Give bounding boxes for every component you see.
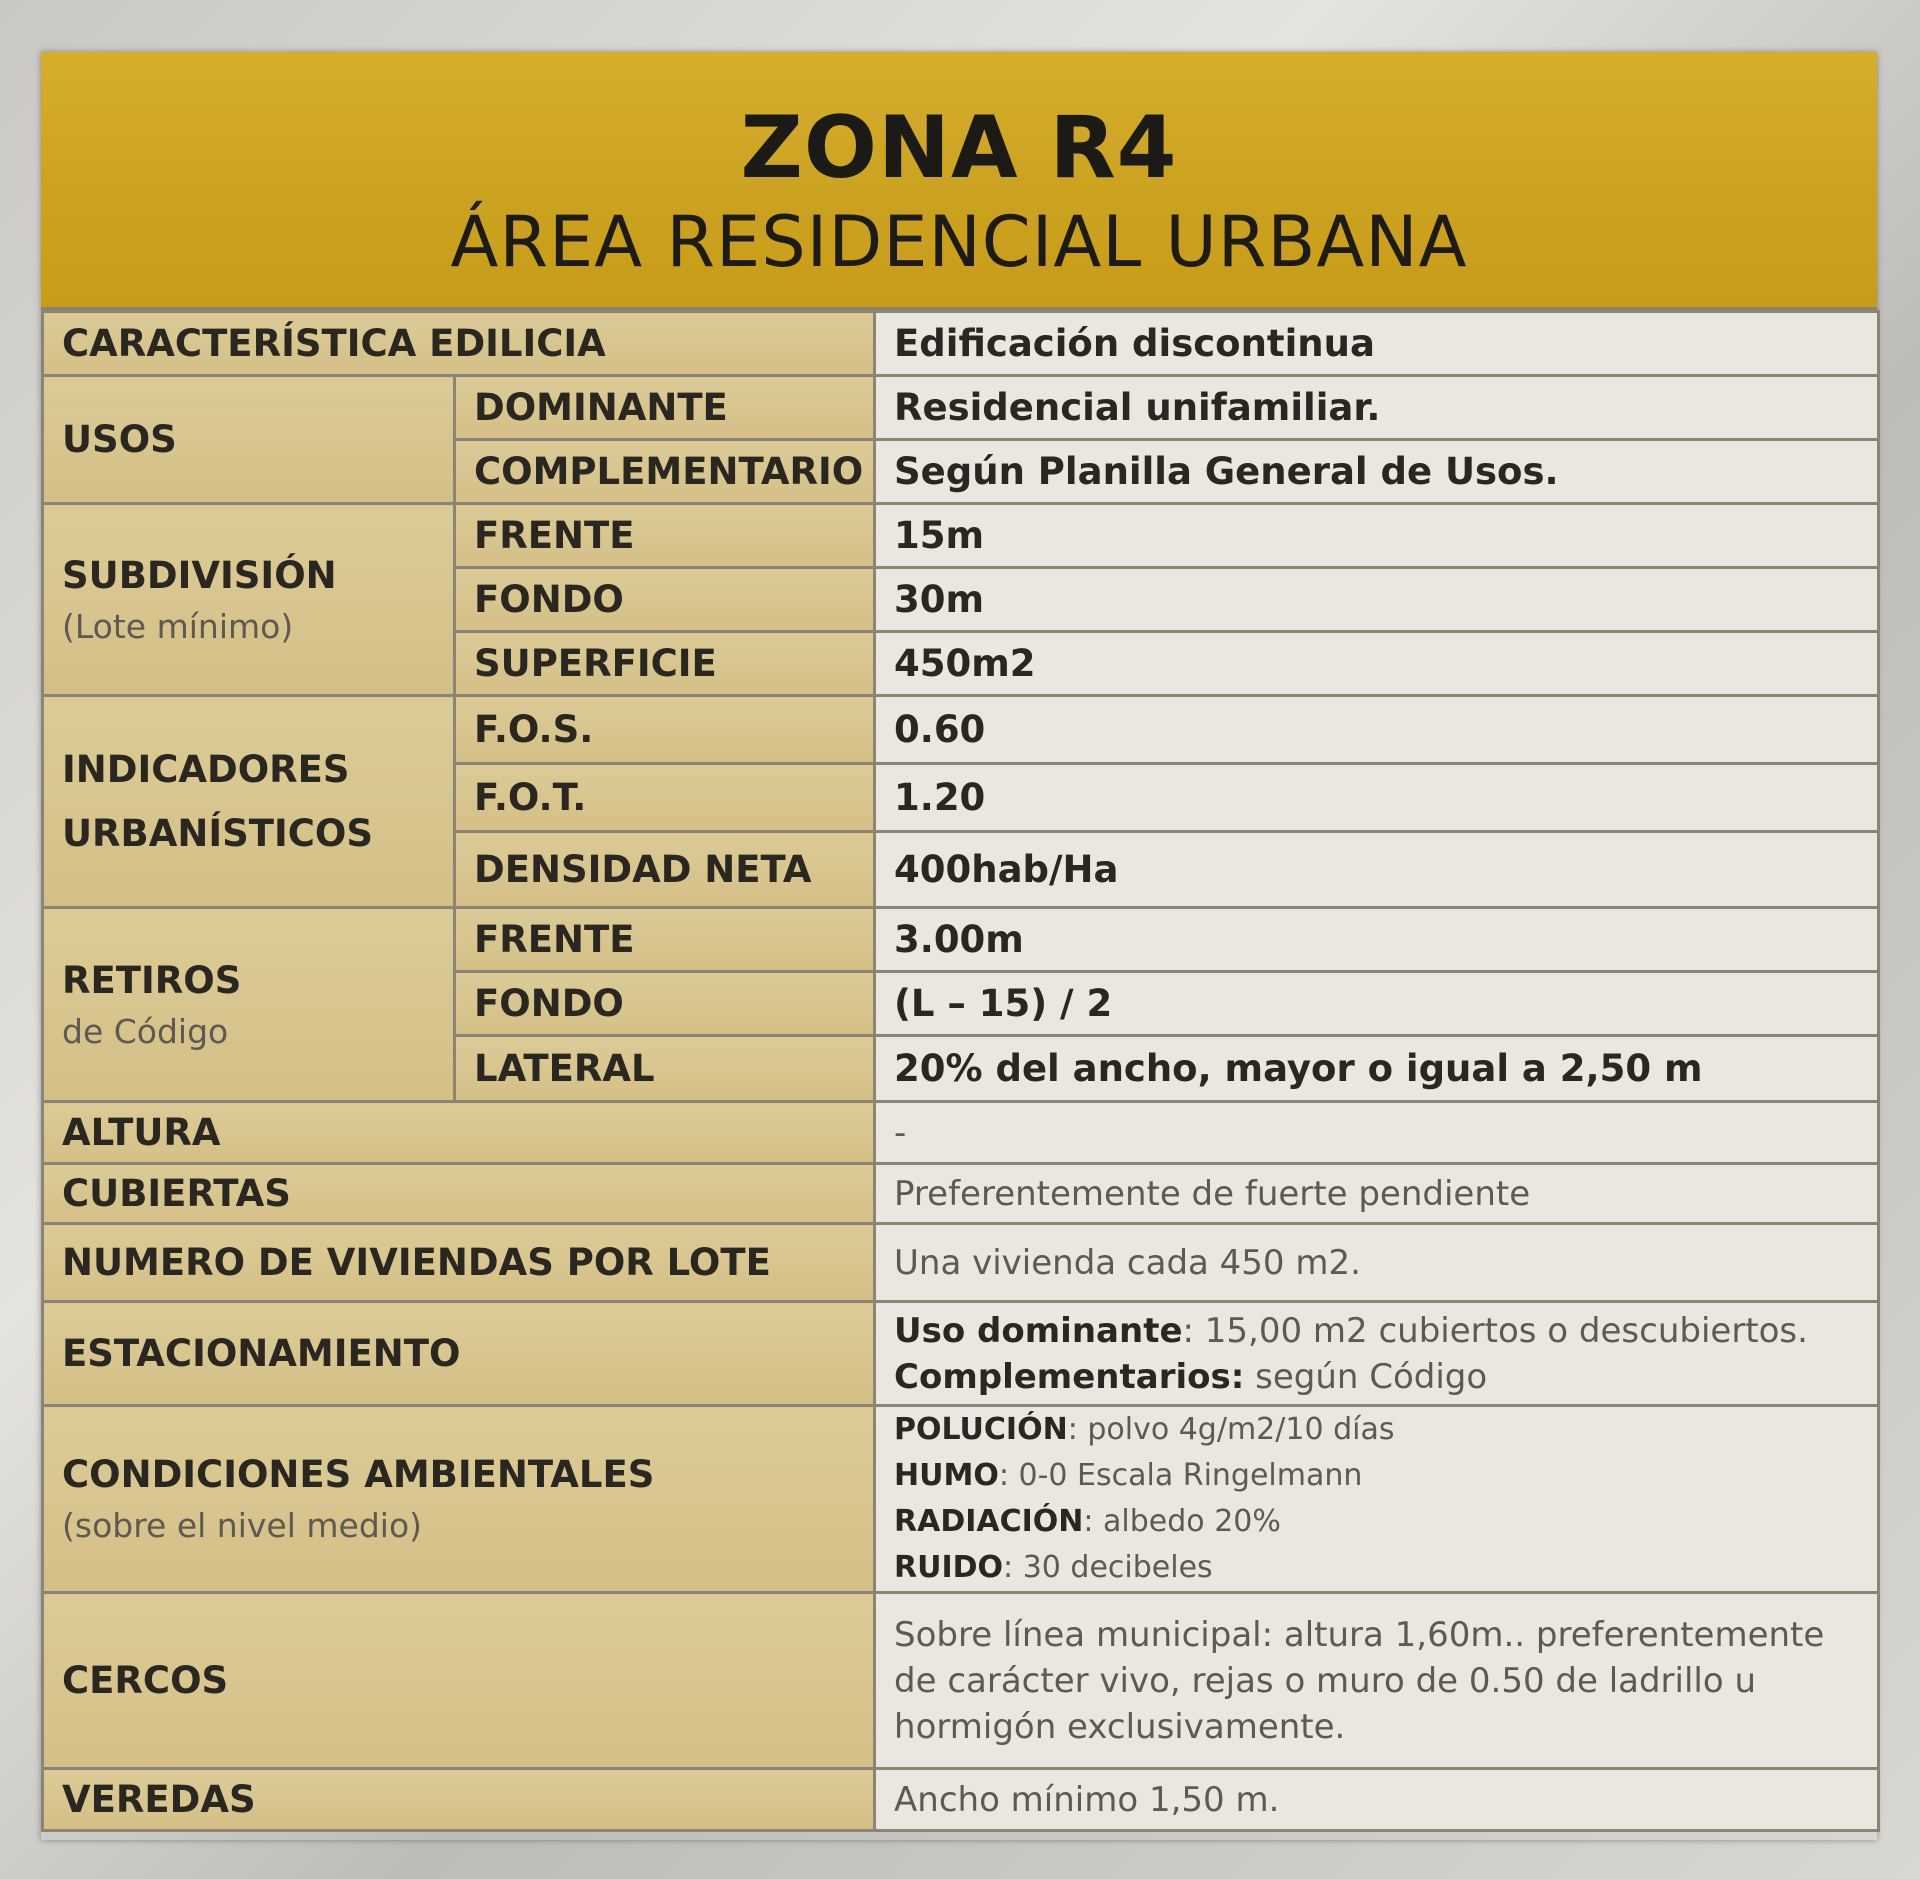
zoning-table [41,310,1880,1832]
estacionamiento-line-1 [894,1308,1877,1354]
table-row [43,696,1879,764]
estacionamiento-key-1: Uso dominante [894,1310,1183,1351]
sub-label-fos: F.O.S. [455,696,875,764]
row-label-viviendas: NUMERO DE VIVIENDAS POR LOTE [43,1224,875,1302]
estacionamiento-key-2: Complementarios: [894,1356,1245,1397]
group-note-subdivision: (Lote mínimo) [62,606,294,646]
condicion-ruido [894,1545,1877,1591]
value-retiro-lateral: 20% del ancho, mayor o igual a 2,50 m [875,1036,1879,1102]
group-label-retiros: RETIROS [62,958,242,1002]
table-row [43,1406,1879,1593]
table-row [43,1164,1879,1224]
condicion-humo-key: HUMO [894,1458,999,1493]
value-retiro-frente: 3.00m [875,908,1879,972]
table-row [43,376,1879,440]
table-row [43,1769,1879,1831]
row-label-cercos: CERCOS [43,1593,875,1769]
condicion-polucion-value: : polvo 4g/m2/10 días [1067,1412,1395,1447]
condicion-ruido-key: RUIDO [894,1550,1004,1585]
sub-label-dominante: DOMINANTE [455,376,875,440]
value-fot: 1.20 [875,764,1879,832]
row-value-condiciones [875,1406,1879,1593]
group-note-retiros: de Código [62,1011,229,1051]
row-label-cubiertas: CUBIERTAS [43,1164,875,1224]
condicion-ruido-value: : 30 decibeles [1003,1550,1213,1585]
row-label-caracteristica: CARACTERÍSTICA EDILICIA [43,312,875,376]
table-row [43,504,1879,568]
group-label-usos: USOS [43,376,455,504]
group-indicadores [43,696,455,908]
condicion-humo-value: : 0-0 Escala Ringelmann [998,1458,1363,1493]
table-row [43,1302,1879,1406]
condicion-radiacion-key: RADIACIÓN [894,1504,1084,1539]
row-value-estacionamiento [875,1302,1879,1406]
zoning-sheet [41,52,1877,1840]
value-fos: 0.60 [875,696,1879,764]
group-label-subdivision: SUBDIVISIÓN [62,553,337,597]
row-value-caracteristica: Edificación discontinua [875,312,1879,376]
sub-label-retiro-frente: FRENTE [455,908,875,972]
sub-label-frente: FRENTE [455,504,875,568]
table-row [43,1224,1879,1302]
sub-label-superficie: SUPERFICIE [455,632,875,696]
group-subdivision [43,504,455,696]
table-row [43,1593,1879,1769]
sub-label-fot: F.O.T. [455,764,875,832]
sub-label-complementario: COMPLEMENTARIO [455,440,875,504]
row-value-cercos: Sobre línea municipal: altura 1,60m.. preferentemente de carácter vivo, rejas o muro de 0.50 de ladrillo u hormigón exclusivamente. [875,1593,1879,1769]
row-value-viviendas: Una vivienda cada 450 m2. [875,1224,1879,1302]
value-retiro-fondo: (L – 15) / 2 [875,972,1879,1036]
estacionamiento-value-1: : 15,00 m2 cubiertos o descubiertos. [1182,1310,1808,1351]
value-complementario: Según Planilla General de Usos. [875,440,1879,504]
zone-subtitle: ÁREA RESIDENCIAL URBANA [450,201,1468,283]
table-row [43,1102,1879,1164]
condicion-radiacion [894,1499,1877,1545]
row-label-veredas: VEREDAS [43,1769,875,1831]
sub-label-fondo: FONDO [455,568,875,632]
condicion-humo [894,1453,1877,1499]
group-label-indicadores-1: INDICADORES [62,747,350,791]
estacionamiento-value-2: según Código [1244,1356,1488,1397]
row-condiciones-label-cell [43,1406,875,1593]
sheet-header [41,52,1877,310]
condicion-polucion-key: POLUCIÓN [894,1412,1068,1447]
row-label-altura: ALTURA [43,1102,875,1164]
group-retiros [43,908,455,1102]
row-label-estacionamiento: ESTACIONAMIENTO [43,1302,875,1406]
sub-label-densidad: DENSIDAD NETA [455,832,875,908]
row-value-cubiertas: Preferentemente de fuerte pendiente [875,1164,1879,1224]
table-row [43,908,1879,972]
estacionamiento-line-2 [894,1354,1877,1400]
row-value-altura: - [875,1102,1879,1164]
sub-label-retiro-fondo: FONDO [455,972,875,1036]
value-dominante: Residencial unifamiliar. [875,376,1879,440]
zone-title: ZONA R4 [740,98,1178,198]
sub-label-retiro-lateral: LATERAL [455,1036,875,1102]
table-row [43,312,1879,376]
value-frente: 15m [875,504,1879,568]
condicion-radiacion-value: : albedo 20% [1083,1504,1281,1539]
row-label-condiciones: CONDICIONES AMBIENTALES [62,1453,655,1496]
row-value-veredas: Ancho mínimo 1,50 m. [875,1769,1879,1831]
condicion-polucion [894,1407,1877,1453]
value-fondo: 30m [875,568,1879,632]
group-label-indicadores-2: URBANÍSTICOS [62,811,374,855]
value-superficie: 450m2 [875,632,1879,696]
value-densidad: 400hab/Ha [875,832,1879,908]
row-note-condiciones: (sobre el nivel medio) [62,1506,423,1545]
